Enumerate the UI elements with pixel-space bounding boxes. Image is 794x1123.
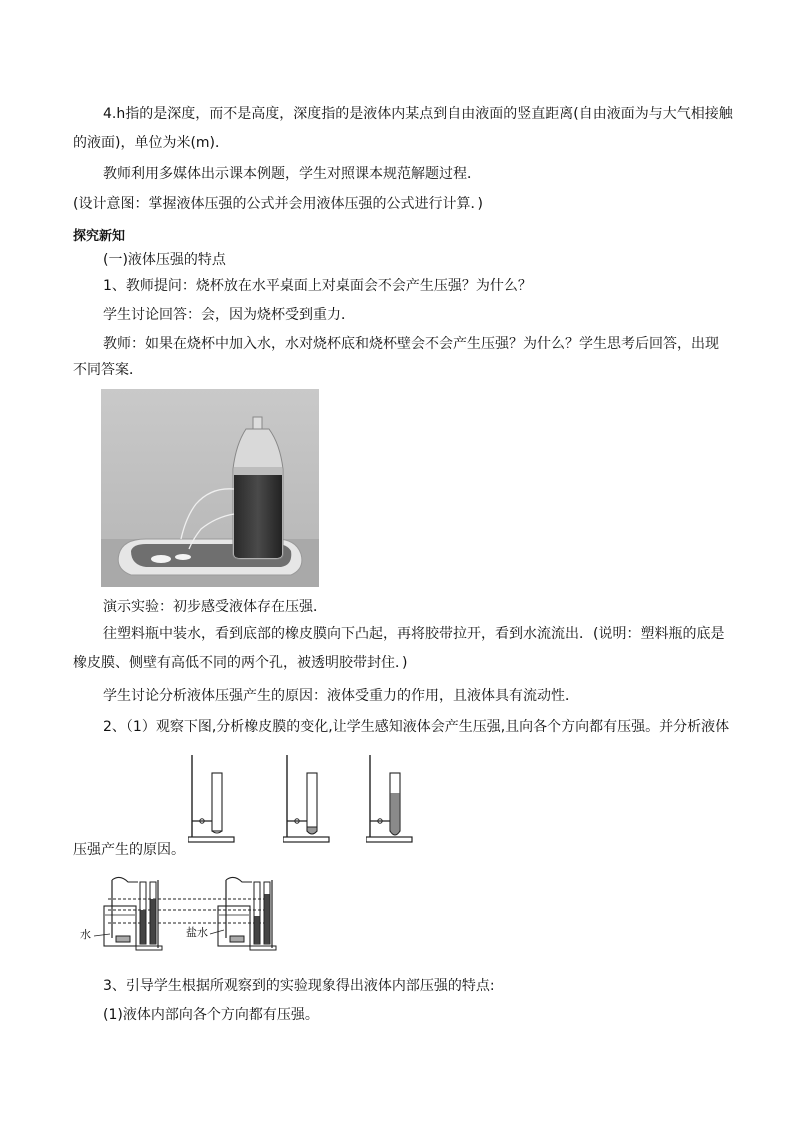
paragraph-line: (设计意图：掌握液体压强的公式并会用液体压强的公式进行计算．) bbox=[73, 196, 483, 212]
water-label: 水 bbox=[80, 928, 91, 941]
tube-stand-figure-2 bbox=[283, 753, 333, 849]
paragraph-line: 不同答案． bbox=[73, 362, 143, 378]
paragraph-line: (1)液体内部向各个方向都有压强。 bbox=[103, 1007, 319, 1023]
paragraph-line: 3、引导学生根据所观察到的实验现象得出液体内部压强的特点: bbox=[103, 978, 495, 994]
paragraph-line: 学生讨论回答：会，因为烧杯受到重力． bbox=[103, 307, 355, 323]
paragraph-line: 学生讨论分析液体压强产生的原因：液体受重力的作用，且液体具有流动性． bbox=[103, 688, 579, 704]
paragraph-line: 往塑料瓶中装水，看到底部的橡皮膜向下凸起，再将胶带拉开，看到水流流出．(说明：塑料瓶的底是 bbox=[103, 626, 725, 642]
paragraph-line: 橡皮膜、侧壁有高低不同的两个孔，被透明胶带封住．) bbox=[73, 655, 408, 671]
section-heading: 探究新知 bbox=[73, 229, 126, 244]
paragraph-line: 教师：如果在烧杯中加入水，水对烧杯底和烧杯壁会不会产生压强？为什么？学生思考后回答，出现 bbox=[103, 336, 719, 352]
salt-water-label: 盐水 bbox=[186, 926, 208, 939]
photo-caption: 演示实验：初步感受液体存在压强． bbox=[103, 599, 327, 615]
paragraph-line: 教师利用多媒体出示课本例题，学生对照课本规范解题过程． bbox=[103, 166, 481, 182]
paragraph-line: 4.h指的是深度，而不是高度，深度指的是液体内某点到自由液面的竖直距离(自由液面为与大气相接触 bbox=[103, 106, 733, 122]
subheading: (一)液体压强的特点 bbox=[103, 252, 226, 268]
paragraph-line: 的液面)，单位为米(m)． bbox=[73, 135, 230, 151]
paragraph-line: 2、（1）观察下图,分析橡皮膜的变化,让学生感知液体会产生压强,且向各个方向都有压强。并分析液体 bbox=[103, 719, 730, 735]
paragraph-line: 压强产生的原因。 bbox=[73, 842, 185, 858]
bottle-experiment-photo bbox=[101, 389, 319, 587]
manometer-figure bbox=[80, 876, 280, 956]
tube-stand-figure-3 bbox=[366, 753, 416, 849]
tube-stand-figure-1 bbox=[188, 753, 238, 849]
paragraph-line: 1、教师提问：烧杯放在水平桌面上对桌面会不会产生压强？为什么？ bbox=[103, 278, 532, 294]
